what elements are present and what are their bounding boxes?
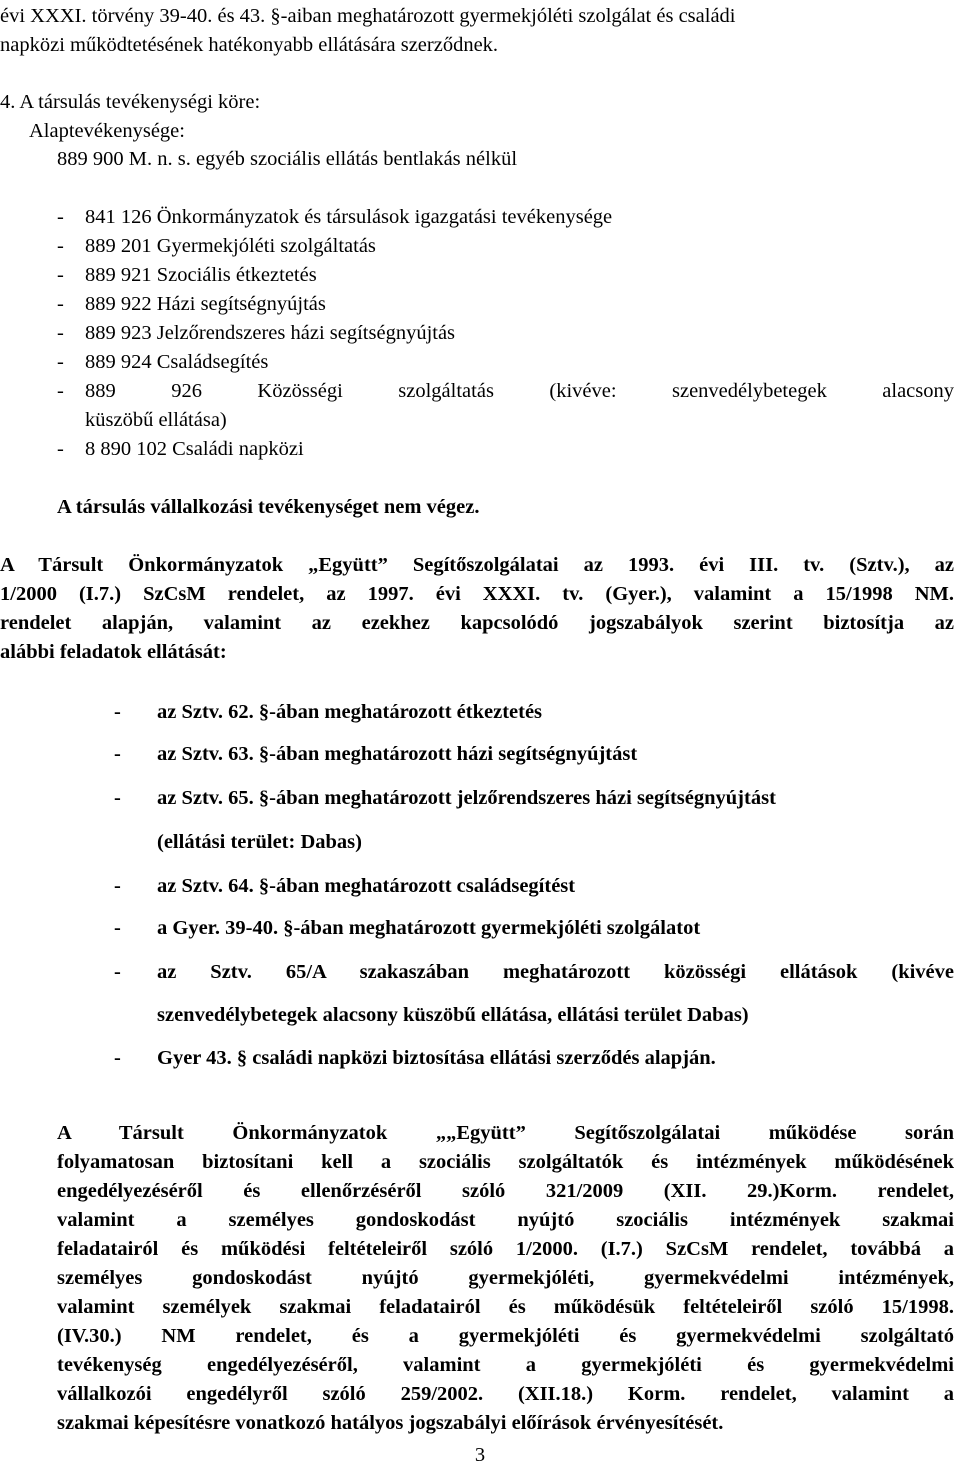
list-dash: - <box>114 1047 121 1069</box>
list-item: 889 924 Családsegítés <box>85 351 269 373</box>
tasks-intro-line: alábbi feladatok ellátását: <box>0 641 227 663</box>
task-item: a Gyer. 39-40. §-ában meghatározott gyermekjóléti szolgálatot <box>157 917 701 939</box>
closing-line: vállalkozói engedélyről szóló 259/2002. (XII.18.) Korm. rendelet, valamint a <box>57 1383 954 1405</box>
tasks-intro-line: rendelet alapján, valamint az ezekhez kapcsolódó jogszabályok szerint biztosítja az <box>0 612 954 634</box>
task-item: az Sztv. 62. §-ában meghatározott étkeztetés <box>157 701 543 723</box>
task-item: az Sztv. 65/A szakaszában meghatározott közösségi ellátások (kivéve <box>157 961 954 983</box>
task-item: az Sztv. 63. §-ában meghatározott házi segítségnyújtást <box>157 743 638 765</box>
list-dash: - <box>114 875 121 897</box>
intro-line-2: napközi működtetésének hatékonyabb ellátására szerződnek. <box>0 34 499 56</box>
closing-line: valamint a személyes gondoskodást nyújtó szociális intézmények szakmai <box>57 1209 954 1231</box>
list-item: 889 922 Házi segítségnyújtás <box>85 293 326 315</box>
list-item: 889 921 Szociális étkeztetés <box>85 264 317 286</box>
closing-line: folyamatosan biztosítani kell a szociális szolgáltatók és intézmények működésének <box>57 1151 954 1173</box>
list-dash: - <box>114 743 121 765</box>
page-number: 3 <box>474 1444 486 1466</box>
task-item-continuation: szenvedélybetegek alacsony küszöbű ellátása, ellátási terület Dabas) <box>157 1004 749 1026</box>
list-item: 841 126 Önkormányzatok és társulások igazgatási tevékenysége <box>85 206 613 228</box>
tasks-intro-line: 1/2000 (I.7.) SzCsM rendelet, az 1997. évi XXXI. tv. (Gyer.), valamint a 15/1998 NM. <box>0 583 954 605</box>
main-activity-label: Alaptevékenysége: <box>29 120 185 142</box>
tasks-intro-line: A Társult Önkormányzatok „Együtt” Segítőszolgálatai az 1993. évi III. tv. (Sztv.), az <box>0 554 954 576</box>
no-business-statement: A társulás vállalkozási tevékenységet nem végez. <box>57 496 480 518</box>
closing-line: (IV.30.) NM rendelet, és a gyermekjóléti és gyermekvédelmi szolgáltató <box>57 1325 954 1347</box>
closing-line: A Társult Önkormányzatok „„Együtt” Segítőszolgálatai működése során <box>57 1122 954 1144</box>
list-dash: - <box>114 701 121 723</box>
list-item: 8 890 102 Családi napközi <box>85 438 304 460</box>
list-dash: - <box>57 351 64 373</box>
list-item: 889 923 Jelzőrendszeres házi segítségnyújtás <box>85 322 456 344</box>
list-dash: - <box>57 438 64 460</box>
section-heading: 4. A társulás tevékenységi köre: <box>0 91 261 113</box>
list-dash: - <box>114 917 121 939</box>
task-item: Gyer 43. § családi napközi biztosítása ellátási szerződés alapján. <box>157 1047 716 1069</box>
list-dash: - <box>114 961 121 983</box>
task-item: az Sztv. 64. §-ában meghatározott családsegítést <box>157 875 576 897</box>
closing-line: engedélyezéséről és ellenőrzéséről szóló 321/2009 (XII. 29.)Korm. rendelet, <box>57 1180 954 1202</box>
list-item-continuation: küszöbű ellátása) <box>85 409 227 431</box>
list-dash: - <box>57 293 64 315</box>
list-dash: - <box>57 206 64 228</box>
list-dash: - <box>57 322 64 344</box>
closing-line: valamint személyek szakmai feladatairól és működésük feltételeiről szóló 15/1998. <box>57 1296 954 1318</box>
closing-line: feladatairól és működési feltételeiről szóló 1/2000. (I.7.) SzCsM rendelet, továbbá a <box>57 1238 954 1260</box>
closing-line: tevékenység engedélyezéséről, valamint a gyermekjóléti és gyermekvédelmi <box>57 1354 954 1376</box>
closing-line: szakmai képesítésre vonatkozó hatályos jogszabályi előírások érvényesítését. <box>57 1412 724 1434</box>
list-dash: - <box>114 787 121 809</box>
task-item: az Sztv. 65. §-ában meghatározott jelzőrendszeres házi segítségnyújtást <box>157 787 776 809</box>
list-dash: - <box>57 380 64 402</box>
list-dash: - <box>57 235 64 257</box>
list-item: 889 926 Közösségi szolgáltatás (kivéve: szenvedélybetegek alacsony <box>85 380 954 402</box>
intro-line-1: évi XXXI. törvény 39-40. és 43. §-aiban meghatározott gyermekjóléti szolgálat és családi <box>0 5 736 27</box>
closing-line: személyes gondoskodást nyújtó gyermekjóléti, gyermekvédelmi intézmények, <box>57 1267 954 1289</box>
main-activity: 889 900 M. n. s. egyéb szociális ellátás bentlakás nélkül <box>57 148 518 170</box>
task-item-continuation: (ellátási terület: Dabas) <box>157 831 362 853</box>
list-item: 889 201 Gyermekjóléti szolgáltatás <box>85 235 376 257</box>
list-dash: - <box>57 264 64 286</box>
